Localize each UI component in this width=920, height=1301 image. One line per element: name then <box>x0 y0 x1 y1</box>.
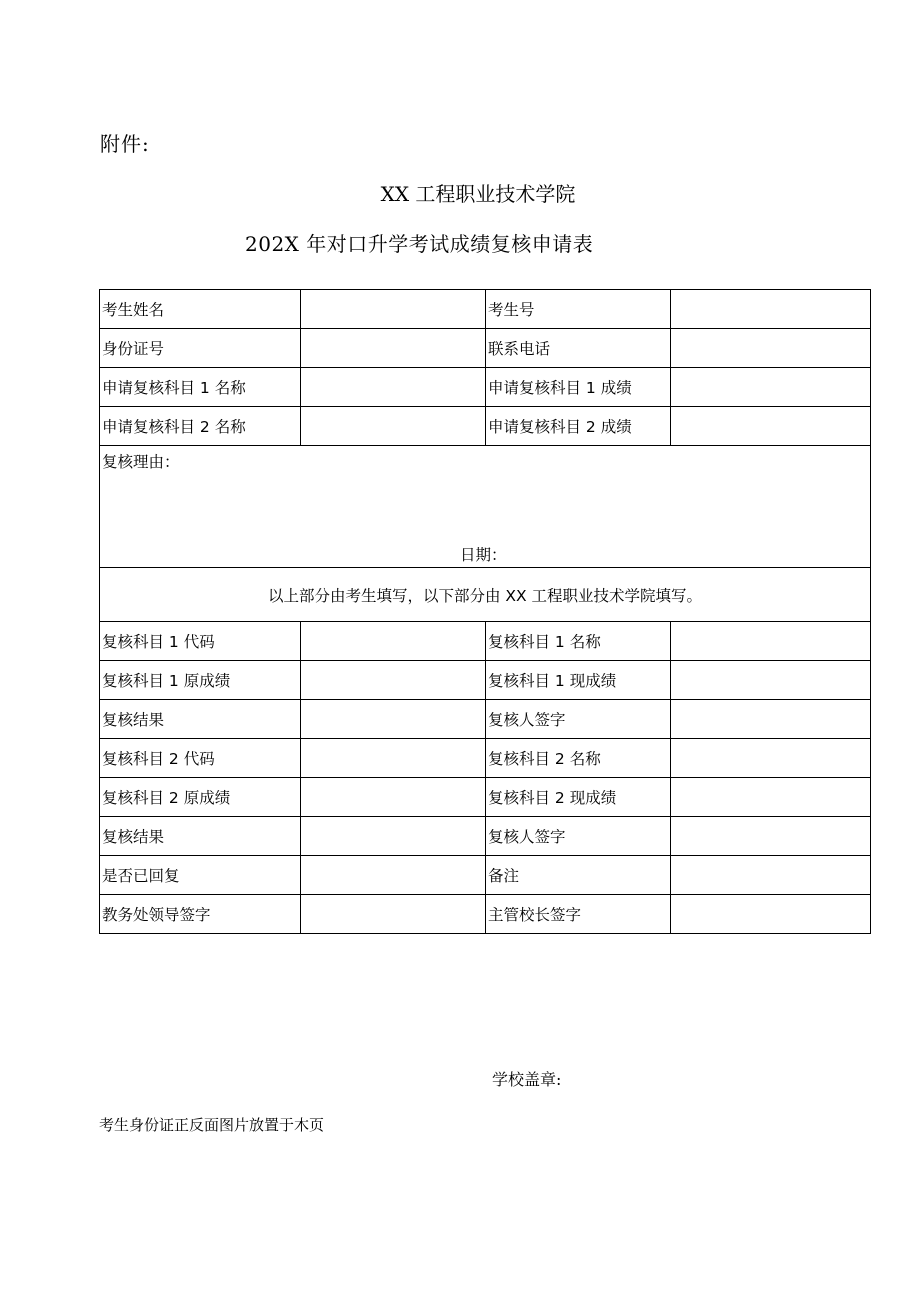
field-label: 复核科目 1 原成绩 <box>100 661 301 700</box>
section-divider-note: 以上部分由考生填写，以下部分由 XX 工程职业技术学院填写。 <box>100 568 871 622</box>
review-subject2-original-score-field[interactable] <box>301 778 486 817</box>
form-row-s2-code <box>100 739 871 778</box>
field-label: 复核结果 <box>100 817 301 856</box>
subject1-name-field[interactable] <box>301 368 486 407</box>
form-row-divider <box>100 568 871 622</box>
form-row-reason <box>100 446 871 568</box>
reviewer1-signature-field[interactable] <box>671 700 871 739</box>
field-label: 复核科目 2 名称 <box>486 739 671 778</box>
id-card-note: 考生身份证正反面图片放置于木页 <box>99 1116 325 1134</box>
field-label: 复核结果 <box>100 700 301 739</box>
field-label: 复核科目 2 现成绩 <box>486 778 671 817</box>
form-row-s2-scores <box>100 778 871 817</box>
field-label: 申请复核科目 1 成绩 <box>486 368 671 407</box>
school-stamp-label: 学校盖章: <box>492 1070 562 1089</box>
id-number-field[interactable] <box>301 329 486 368</box>
subject1-score-field[interactable] <box>671 368 871 407</box>
review-subject2-name-field[interactable] <box>671 739 871 778</box>
form-row-subject2 <box>100 407 871 446</box>
field-label: 复核科目 1 名称 <box>486 622 671 661</box>
review-subject1-code-field[interactable] <box>301 622 486 661</box>
field-label: 复核人签字 <box>486 700 671 739</box>
review-subject2-current-score-field[interactable] <box>671 778 871 817</box>
review-subject2-code-field[interactable] <box>301 739 486 778</box>
field-label: 申请复核科目 2 名称 <box>100 407 301 446</box>
subject2-name-field[interactable] <box>301 407 486 446</box>
review-reason-label: 复核理由： <box>102 453 180 471</box>
academic-office-signature-field[interactable] <box>301 895 486 934</box>
field-label: 申请复核科目 1 名称 <box>100 368 301 407</box>
form-row-subject1 <box>100 368 871 407</box>
review-result2-field[interactable] <box>301 817 486 856</box>
institution-title: XX 工程职业技术学院 <box>380 182 576 206</box>
application-form-table <box>99 289 871 934</box>
form-row-s1-code <box>100 622 871 661</box>
subject2-score-field[interactable] <box>671 407 871 446</box>
review-result1-field[interactable] <box>301 700 486 739</box>
form-row-s2-result <box>100 817 871 856</box>
field-label: 教务处领导签字 <box>100 895 301 934</box>
replied-field[interactable] <box>301 856 486 895</box>
form-row-signatures <box>100 895 871 934</box>
field-label: 考生姓名 <box>100 290 301 329</box>
field-label: 复核科目 1 代码 <box>100 622 301 661</box>
date-label: 日期： <box>460 546 507 564</box>
reviewer2-signature-field[interactable] <box>671 817 871 856</box>
field-label: 主管校长签字 <box>486 895 671 934</box>
field-label: 是否已回复 <box>100 856 301 895</box>
field-label: 申请复核科目 2 成绩 <box>486 407 671 446</box>
form-row-id <box>100 329 871 368</box>
field-label: 身份证号 <box>100 329 301 368</box>
form-title: 202X 年对口升学考试成绩复核申请表 <box>245 232 594 256</box>
review-subject1-current-score-field[interactable] <box>671 661 871 700</box>
phone-field[interactable] <box>671 329 871 368</box>
form-row-reply <box>100 856 871 895</box>
form-row-s1-scores <box>100 661 871 700</box>
field-label: 备注 <box>486 856 671 895</box>
field-label: 考生号 <box>486 290 671 329</box>
field-label: 复核科目 1 现成绩 <box>486 661 671 700</box>
field-label: 复核科目 2 原成绩 <box>100 778 301 817</box>
review-reason-field[interactable] <box>100 446 871 568</box>
attachment-label: 附件: <box>100 132 150 156</box>
review-subject1-name-field[interactable] <box>671 622 871 661</box>
field-label: 复核人签字 <box>486 817 671 856</box>
review-subject1-original-score-field[interactable] <box>301 661 486 700</box>
form-row-name <box>100 290 871 329</box>
field-label: 复核科目 2 代码 <box>100 739 301 778</box>
candidate-number-field[interactable] <box>671 290 871 329</box>
form-row-s1-result <box>100 700 871 739</box>
candidate-name-field[interactable] <box>301 290 486 329</box>
principal-signature-field[interactable] <box>671 895 871 934</box>
field-label: 联系电话 <box>486 329 671 368</box>
remarks-field[interactable] <box>671 856 871 895</box>
